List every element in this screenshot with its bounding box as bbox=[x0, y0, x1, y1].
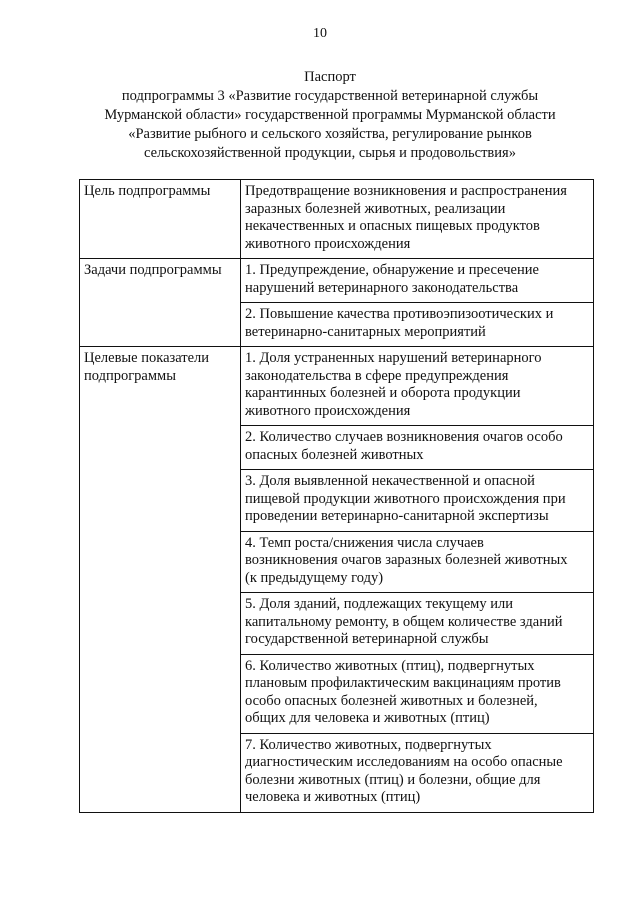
page-number: 10 bbox=[313, 26, 327, 41]
document-title bbox=[60, 68, 600, 163]
indicator-item: 2. Количество случаев возникновения очагов особо опасных болезней животных bbox=[241, 426, 594, 470]
indicator-item: 3. Доля выявленной некачественной и опасной пищевой продукции животного происхождения при проведении ветеринарно-санитарной экспертизы bbox=[241, 470, 594, 532]
goal-text: Предотвращение возникновения и распространения заразных болезней животных, реализации некачественных и опасных пищевых продуктов животного происхождения bbox=[241, 180, 594, 259]
indicator-item: 1. Доля устраненных нарушений ветеринарного законодательства в сфере предупреждения карантинных болезней и оборота продукции животного происхождения bbox=[241, 347, 594, 426]
indicator-item: 7. Количество животных, подвергнутых диагностическим исследованиям на особо опасные болезни животных (птиц) и болезни, общие для человека и животных (птиц) bbox=[241, 733, 594, 812]
task-item: 2. Повышение качества противоэпизоотических и ветеринарно-санитарных мероприятий bbox=[241, 303, 594, 347]
table-row-goal bbox=[80, 180, 594, 259]
row-label-indicators: Целевые показатели подпрограммы bbox=[80, 347, 241, 813]
indicator-item: 5. Доля зданий, подлежащих текущему или капитальному ремонту, в общем количестве зданий государственной ветеринарной службы bbox=[241, 593, 594, 655]
table-row-tasks bbox=[80, 259, 594, 303]
task-item: 1. Предупреждение, обнаружение и пресечение нарушений ветеринарного законодательства bbox=[241, 259, 594, 303]
passport-table bbox=[79, 179, 594, 813]
title-line: Паспорт bbox=[304, 69, 356, 85]
table-row-indicators bbox=[80, 347, 594, 426]
title-line: сельскохозяйственной продукции, сырья и продовольствия» bbox=[144, 145, 516, 161]
indicator-item: 4. Темп роста/снижения числа случаев возникновения очагов заразных болезней животных (к предыдущему году) bbox=[241, 531, 594, 593]
title-line: подпрограммы 3 «Развитие государственной ветеринарной службы bbox=[121, 88, 539, 104]
title-line: «Развитие рыбного и сельского хозяйства, регулирование рынков bbox=[128, 126, 532, 142]
title-line: Мурманской области» государственной программы Мурманской области bbox=[104, 107, 556, 123]
indicator-item: 6. Количество животных (птиц), подвергнутых плановым профилактическим вакцинациям против особо опасных болезней животных и болезней, общих для человека и животных (птиц) bbox=[241, 654, 594, 733]
row-label-tasks: Задачи подпрограммы bbox=[80, 259, 241, 347]
row-label-goal: Цель подпрограммы bbox=[80, 180, 241, 259]
